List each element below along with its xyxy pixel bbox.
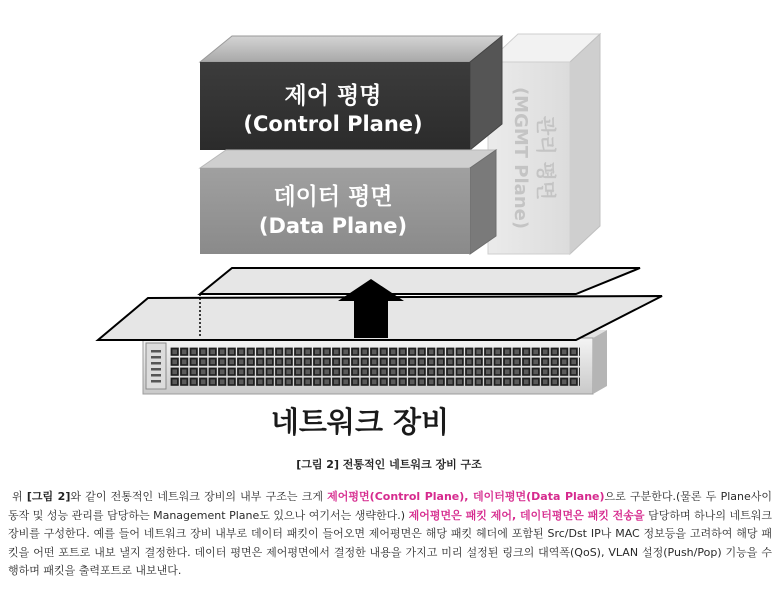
figure-caption: [그림 2] 전통적인 네트워크 장비 구조 xyxy=(296,458,482,471)
device-label: 네트워크 장비 xyxy=(270,405,450,439)
data-plane-label: 데이터 평면 xyxy=(273,184,393,210)
para-text: 으로 구분한다.(물론 두 Plane사이 동작 및 성능 관리를 담당하는 Management Plane도 있으나 여기서는 생략한다.) xyxy=(8,490,772,522)
para-text: 위 xyxy=(12,490,27,503)
control-plane-label: 제어 평명 xyxy=(284,83,382,109)
mgmt-plane-label-en: (MGMT Plane) xyxy=(510,86,531,230)
mgmt-plane-label: 관리 평면 xyxy=(534,115,558,201)
control-plane-label-en: (Control Plane) xyxy=(243,112,423,136)
para-text: 담당하며 하나의 네트워크 장비를 구성한다. 예를 들어 네트워크 장비 내부로 데이터 패킷이 들어오면 제어평면은 해당 패킷 헤더에 포함된 Src/Dst IP나 MAC 정보등을 고려하여 해당 패킷을 어떤 포트로 내보 낼지 결정한다. 데이터 평면은 제어평면에서 결정한 내용을 가지고 미리 설정된 링크의 대역폭(QoS), VLAN 설정(Push/Pop) 기능을 수행하며 패킷을 출력포트로 내보낸다. xyxy=(8,508,772,577)
para-text: 와 같이 전통적인 네트워크 장비의 내부 구조는 크게 xyxy=(70,490,328,503)
highlight-planes: 제어평면(Control Plane), 데이터평면(Data Plane) xyxy=(327,490,605,503)
body-paragraph xyxy=(8,488,772,581)
data-plane-label-en: (Data Plane) xyxy=(258,214,408,238)
figure-reference: [그림 2] xyxy=(26,490,71,503)
highlight-roles: 제어평면은 패킷 제어, 데이터평면은 패킷 전송을 xyxy=(408,508,645,522)
